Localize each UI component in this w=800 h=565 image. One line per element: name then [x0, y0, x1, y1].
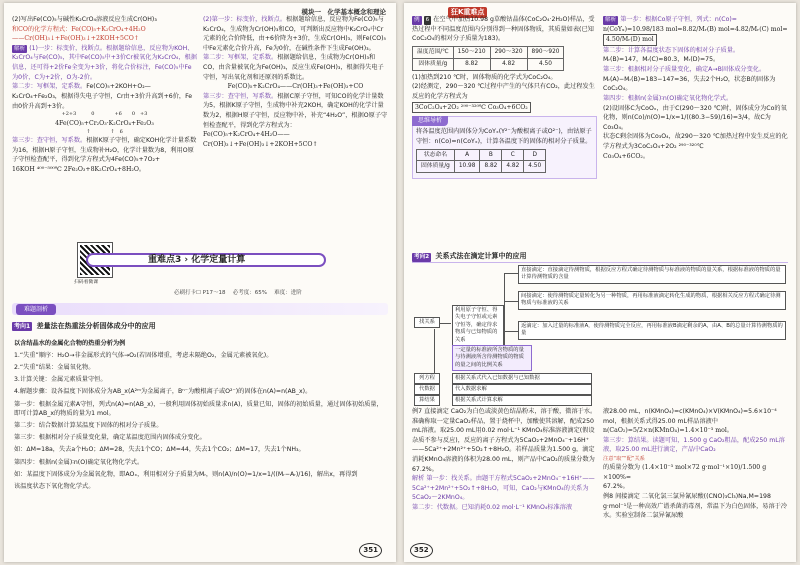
redox-bot: ↑ ↑ 6 [86, 128, 123, 135]
lower-line: 4.解题步骤：设各温度下固体成分为AB_x(A²ᵐ为金属离子，Bⁿ⁻为酸根离子或O²⁻)的固体在n(A)=n(AB_x)。 [14, 388, 312, 396]
lower-left-line: 解析 第一步：找关系。由题干方程式5CaO₂+2MnO₄⁻+16H⁺——5Ca²⁺+2Mn²⁺+5O₂↑+8H₂O，可知，CaO₂与KMnO₄的关系为5CaO₂～2KMnO₄。 [412, 475, 595, 502]
tab-difficult-analysis[interactable]: 难题剖析 [16, 304, 56, 315]
right-page [404, 3, 796, 562]
lower-left-line: 第二步：代数据。已知消耗0.02 mol·L⁻¹ KMnO₄标准溶液 [412, 504, 573, 512]
lower-line: 如：某温度下固体成分为金属氧化物，即AOₓ，利用相对分子质量为Mᵣ，则n(A)/n(O)=1/x=1/((Mᵣ−Aᵣ)/16)，解出x，再得到 [14, 470, 358, 478]
table-cell: 8.82 [453, 58, 490, 70]
lower-right-line: 液28.00 mL，n(KMnO₄)=c(KMnO₄)×V(KMnO₄)=5.6×10⁻⁴ mol，根据关系式得25.00 mL样品溶液中 [603, 408, 777, 425]
r-p2: 第二步：计算各温度状态下固体的相对分子质量。 [603, 46, 740, 54]
lower-line: 2.“失重”结果：金属氧化物。 [14, 364, 95, 372]
lower-right-line: 例8 间接滴定 二氧化氯三氯异氰尿酸((CNO)₃Cl₃)Na,M=198 g·mol⁻¹是一种高效广谱杀菌消毒剂，常温下为白色固体，易溶于冷水。实验室制备二氯异氰尿酸 [603, 492, 788, 520]
subline-mid: 必考度：65% [232, 290, 267, 296]
lower-line: 如：ΔM=18a，失去a个H₂O；ΔM=28，失去1个CO；ΔM=44，失去1个CO₂；ΔM=17，失去1个NH₃。 [14, 446, 305, 454]
left-col-2 [203, 15, 388, 175]
flow-n1: 利用原子守恒、得失电子守恒或元素守恒等，确定待求物质与已知物质的关系 [452, 305, 504, 346]
connector [504, 273, 518, 274]
table-row [413, 46, 564, 58]
table-cell: A [454, 149, 480, 161]
flow-r3: 算结果 [414, 395, 440, 406]
connector [504, 273, 505, 345]
sec-title: 差量法在热重法分析固体成分中的应用 [36, 322, 156, 330]
lower-line: 该温度状态下氧化物化学式。 [14, 482, 95, 490]
running-head: 模块一 化学基本概念和理论 [301, 8, 386, 16]
c2-p1: 根据题给信息，反应物为Fe(CO)₅与K₂CrO₄，生成物为Cr(OH)₃和CO，可判断出反应物中K₂CrO₄中Cr元素的化合价降低，由+6价降为+3价，生成Cr(OH)₃，则Fe(CO)₅中Fe元素化合价升高，Fe为0价，在碱性条件下生成Fe(OH)₃。 [203, 16, 387, 52]
q2: (2)经测定，290～320 ℃过程中产生的气体只有CO₂，此过程发生反应的化学方程式为 [412, 83, 595, 101]
lower-line: 以含结晶水的金属化合物的热重分析为例 [14, 340, 126, 347]
c2-p1-para [203, 15, 388, 53]
ex6-text: 在空气中加热10.98 g草酸钴晶体(CoC₂O₄·2H₂O)样品，受热过程中不同温度范围内分别得到一种固体物质，其质量如表(已知CoC₂O₄的相对分子质量为183)。 [412, 16, 595, 43]
ex-tag: 例 [414, 17, 420, 23]
p1: (1)一步：标变价，找断点。根据题给信息，反应物为KOH、K₂CrO₄与Fe(CO)₅，其中Fe(CO)₅中+3价Cr被氧化为K₂CrO₄，根据信息，还可得+2价Fe全变为+3价，将化合价标注，Fe(CO)₅中Fe为0价，C为+2价，O为-2价。 [12, 44, 197, 81]
q1: (1)加热到210 ℃时，固体物质的化学式为CoC₂O₄。 [412, 73, 557, 81]
q2-eq: 3CoC₂O₄+2O₂ ²⁹⁰⁻³²⁰℃ Co₃O₄+6CO₂ [412, 102, 531, 114]
lower-line: 第二步：结合数据计算某温度下固体的相对分子质量。 [14, 422, 163, 430]
section2-heading [412, 251, 788, 263]
r-p3b: Mᵣ(A)−Mᵣ(B)=183−147=36，失去2个H₂O，状态B的固体为CoC₂O₄。 [603, 75, 776, 93]
frac-eq2: 4.50/Mᵣ(D) mol [603, 34, 657, 46]
tab-bar [12, 303, 388, 315]
connector [439, 323, 451, 324]
r-jiexi-para [603, 15, 788, 25]
lower-line: 第四步：根据n(金属)∶n(O)确定氧化物化学式。 [14, 458, 144, 466]
ex-num: 6 [425, 17, 430, 23]
banner-title: 重难点3 › 化学定量计算 [86, 253, 326, 267]
subline-right: 难度：进阶 [274, 290, 302, 296]
bottom-columns [412, 407, 788, 521]
flow-r2: 代数据 [414, 384, 440, 395]
connector [504, 301, 518, 302]
flow-n4: 返滴定：加入过量的标准液A，使待测物质完全反应，再用标准液B滴定剩余的A，由A、B的总量计算待测物质的量 [518, 321, 786, 340]
sec2-title: 关系式法在滴定计算中的应用 [435, 252, 527, 260]
table-cell: 固体质量/g [413, 58, 454, 70]
table-cell: 290～320 [490, 46, 527, 58]
state-table [416, 149, 546, 174]
flow-root: 找关系 [414, 317, 440, 328]
right-columns [412, 15, 788, 182]
r-p4: 第四步：根据n(金属)∶n(O)确定氧化物化学式。 [603, 94, 733, 102]
table-cell: B [480, 149, 502, 161]
lower-left-line: 例7 直接滴定 CaO₂为白色或淡黄色结晶粉末，溶于酸，微溶于水。准确称取一定量CaO₂样品，置于烧杯中，加酸使其溶解，配成250 mL溶液。取25.00 mL用0.02 mol·L⁻¹ KMnO₄标准溶液滴定(假设杂质不参与反应)，反应的离子方程式为5CaO₂+2MnO₄⁻+16H⁺——5Ca²⁺+2Mn²⁺+5O₂↑+8H₂O。若样品质量为1.500 g，滴定消耗KMnO₄溶液的体积为28.00 mL，则产品中CaO₂的质量分数为67.2%。 [412, 408, 597, 473]
final-eq: 16KOH ⁴⁰⁰⁻⁵⁰⁰℃ 2Fe₂O₃+8K₂CrO₄+8H₂O。 [12, 166, 146, 174]
flow-diagram [412, 265, 788, 405]
table-cell: 4.82 [502, 161, 524, 173]
r-p2b: Mᵣ(B)=147，Mᵣ(C)≈80.3，Mᵣ(D)=75。 [603, 56, 720, 64]
q2-line3: ——Cr(OH)₃↓+Fe(OH)₃↓+2KOH+5CO↑ [12, 35, 139, 43]
frac-eq: n(CoYₓ)=10.98/183 mol=8.82/Mᵣ(B) mol=4.82/Mᵣ(C) mol= [603, 25, 788, 33]
lower-line: 第一步：根据金属元素A守恒，列式n(A)=n(AB_x)，一般利用固体初始质量求n(A)，质量已知，固体的初始质量，通过固体初始质量，即可计算AB_x的物质的量为1 mol。 [14, 400, 383, 418]
left-columns [12, 15, 388, 175]
c2-p2-label: 第二步：写框架，定系数。 [203, 54, 278, 62]
lower-right-line: 67.2%。 [603, 483, 629, 491]
mass-table [412, 46, 564, 71]
table-cell: 4.50 [524, 161, 546, 173]
section-heading [12, 321, 388, 332]
page-number: 351 [359, 543, 382, 558]
c2-p3-para [203, 92, 388, 130]
flow-pnode: 一定量的标准液所含物质的量与待测液所含待测物质的物质的量之间的比例关系 [452, 345, 532, 371]
lower-line: 1.“失重”顺序：H₂O→非金属形式的气体→O₂(若固体增重，考虑未隔绝O₂，金属元素被氧化)。 [14, 352, 273, 360]
table-row [417, 161, 546, 173]
table-cell: 固体质量/g [417, 161, 455, 173]
c2-final-eq: Fe(CO)₅+K₂CrO₄+4H₂O——Cr(OH)₃↓+Fe(OH)₃↓+2KOH+5CO↑ [203, 131, 318, 148]
table-cell: 8.82 [480, 161, 502, 173]
brand-logo: 狂K重难点 [448, 7, 487, 18]
banner-subline [174, 289, 302, 298]
redox-top: +2+3 0 +6 0 +3 [61, 111, 148, 118]
r-p4b: (2)设固体C为CoOₓ，由于C(290～320 ℃)时，固体成分为Co的氧化物，则n(Co)/n(O)=1/x=1/((80.3−59)/16)=3/4，故C为Co₃O₄。 [603, 104, 787, 131]
table-cell: 4.50 [527, 58, 564, 70]
ex6-para [412, 15, 597, 44]
r-p1: 第一步：根据Co原子守恒，列式：n(Co)= [620, 16, 737, 23]
connector [504, 331, 518, 332]
lower-right-line: 的质量分数为 (1.4×10⁻³ mol×72 g·mol⁻¹×10)/1.500 g ×100%= [603, 464, 767, 481]
flow-r1: 列方程 [414, 373, 440, 384]
c2-p1-label: (2)第一步：标变价，找断点。 [203, 16, 287, 23]
table-cell: 890～920 [527, 46, 564, 58]
lower-right-line: 第三步：算结果。读题可知，1.500 g CaO₂粗品，配成250 mL溶液，取25.00 mL进行滴定，产品中CaO₂ [603, 436, 785, 454]
lower-line: 3.计算关键：金属元素质量守恒。 [14, 376, 107, 384]
analysis-box [412, 116, 597, 179]
left-page [4, 3, 396, 562]
table-cell: 状态命名 [417, 149, 455, 161]
bottom-col-1 [412, 407, 597, 521]
p2-label: 第二步：写框架，定系数。 [12, 83, 87, 91]
subline-left: 必刷打卡☐ P17～18 [174, 290, 226, 296]
q2-line1: (2)写出Fe(CO)₅与碱性K₂CrO₄溶液反应生成Cr(OH)₃ [12, 16, 157, 23]
flow-r3t: 根据关系式计算求解 [452, 395, 592, 406]
q2-line2: 和CO的化学方程式：Fe(CO)₅+K₂CrO₄+4H₂O [12, 25, 146, 33]
table-cell: 150～210 [453, 46, 490, 58]
table-cell: 10.98 [454, 161, 480, 173]
lower-body [14, 339, 386, 494]
flow-r2t: 代入数据求解 [452, 384, 592, 395]
page-number: 352 [410, 543, 433, 558]
lower-right-note: 注意“取”“配”关系 [603, 456, 645, 463]
flow-r1t: 根据关系式代入已知数据与已知数据 [452, 373, 592, 384]
p3: 根据K原子守恒，确定KOH化学计量系数为16，根据H原子守恒，生成物补H₂O，化学计量数为8，利用O原子守恒检查配平，得到化学方程式为4Fe(CO)₅+7O₂+ [12, 137, 197, 164]
analysis-label: 思维导析 [412, 116, 448, 125]
table-cell: 温度范围/℃ [413, 46, 454, 58]
r-p5b: Co₃O₄+6CO₂。 [603, 152, 650, 160]
book-spread [4, 3, 796, 562]
table-row [417, 149, 546, 161]
redox-eq: 4Fe(CO)₅+Cr₂O₃·K₂CrO₄+Fe₂O₃ [55, 119, 154, 127]
sec-tag: 考向1 [14, 323, 31, 330]
c2-redox-eq: Fe(CO)₅+K₂CrO₄——Cr(OH)₃+Fe(OH)₃+CO [227, 83, 364, 91]
jiexi-para [12, 44, 197, 82]
c2-p3-label: 第三步：查守恒，写系数。 [203, 92, 278, 100]
p3-para [12, 136, 197, 165]
r-jiexi-tag: 解析 [605, 17, 617, 23]
table-row [413, 58, 564, 70]
c2-p2-para [203, 53, 388, 82]
p2-para [12, 82, 197, 111]
jiexi-tag: 解析 [14, 45, 26, 52]
right-col-2 [603, 15, 788, 182]
p3-label: 第三步：查守恒，写系数。 [12, 137, 87, 145]
table-cell: 4.82 [490, 58, 527, 70]
section-banner [66, 249, 376, 273]
p2: Fe(CO)₅+2KOH+O₂—K₂CrO₄+Fe₂O₃，根据得失电子守恒，Cr由+3价升高到+6价，Fe由0价升高到+3价。 [12, 83, 193, 110]
analysis-text: 将各温度范围内固体分为CoYₓ(Y²⁻为酸根离子或O²⁻)，由钴原子守恒：n(Co)=n(CoYₓ)，计算各温度下的固体的相对分子质量。 [416, 128, 592, 145]
lower-line: 第三步：根据相对分子质量变化量，确定某温度范围内固体成分变化。 [14, 434, 206, 442]
flow-n2: 直接滴定：直接滴定待测物质，根据反应方程式确定待测物质与标准液的物质的量关系，根据标准液的物质的量计算待测物质的含量 [518, 265, 786, 284]
lower-right-line: n(CaO₂)=5/2×n(KMnO₄)=1.4×10⁻³ mol。 [603, 427, 733, 435]
table-cell: D [524, 149, 546, 161]
flow-n3: 间接滴定：使待测物质定量转化为另一种物质，再用标准液滴定转化生成的物质，根据相关反应方程式确定待测物质与标准液的关系 [518, 291, 786, 310]
r-p3: 第三步：根据相对分子质量变化，确定A→B固体成分变化。 [603, 66, 766, 74]
left-col-1 [12, 15, 197, 175]
table-cell: C [502, 149, 524, 161]
c2-p2: 根据题给信息，生成物为Cr(OH)₃和CO，由含量被氧化为Fe(OH)₃，反应生成Fe(OH)₃，根据得失电子守恒，写出氧化剂和还原剂的系数比。 [203, 54, 384, 81]
r-p5: 状态C剩余固体为Co₃O₄，故290～320 ℃加热过程中发生反应的化学方程式为3CoC₂O₄+2O₂ ²⁹⁰⁻³²⁰℃ [603, 133, 788, 150]
bottom-col-2 [603, 407, 788, 521]
c2-p3: 根据C原子守恒，可知CO的化学计量数为5，根据K原子守恒，生成物中补充2KOH，确定KOH的化学计量数为2，根据H原子守恒，反应物中补，补充“4H₂O”，根据O原子守恒检查配平，得到化学方程式为： [203, 92, 388, 129]
sec2-tag: 考向2 [414, 254, 430, 260]
qr-label: 扫码看微课 [74, 280, 98, 285]
right-col-1 [412, 15, 597, 182]
